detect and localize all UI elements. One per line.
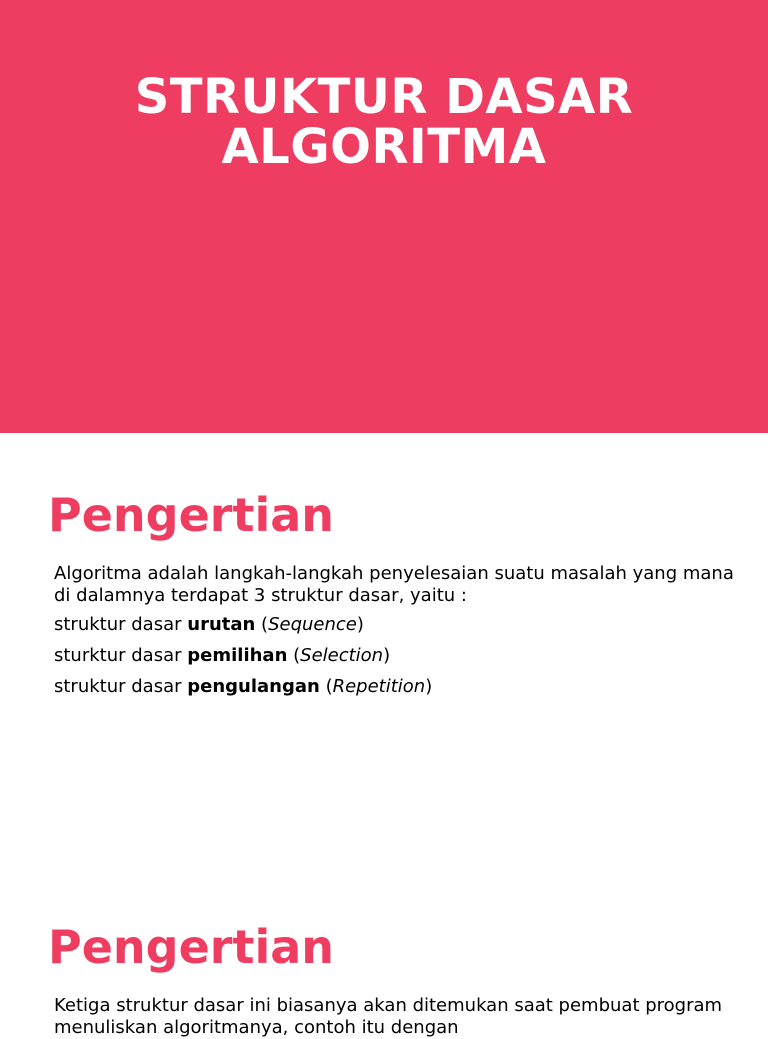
item-prefix: sturktur dasar [54,645,188,666]
list-item-sequence [54,614,364,636]
list-item-selection [54,645,390,667]
item-keyword: pemilihan [187,645,288,666]
item-keyword: pengulangan [187,676,320,697]
title-line-1: STRUKTUR DASAR [134,69,634,125]
list-item-repetition [54,676,432,698]
item-open-paren: ( [255,614,269,635]
item-term: Selection [300,645,384,666]
item-open-paren: ( [319,676,333,697]
presentation-title [0,69,768,175]
item-term: Sequence [268,614,357,635]
title-slide [0,0,768,433]
item-close-paren: ) [356,614,364,635]
item-term: Repetition [332,676,426,697]
item-prefix: struktur dasar [54,676,188,697]
slide-heading: Pengertian [48,488,335,542]
item-close-paren: ) [383,645,391,666]
slide-pengertian-1 [0,433,768,863]
item-close-paren: ) [425,676,433,697]
item-keyword: urutan [187,614,256,635]
slide-intro-text: Algoritma adalah langkah-langkah penyelesaian suatu masalah yang mana di dalamnya terdapat 3 struktur dasar, yaitu : [54,563,734,606]
slide-heading: Pengertian [48,920,335,974]
slide-intro-text: Ketiga struktur dasar ini biasanya akan ditemukan saat pembuat program menuliskan algoritmanya, contoh itu dengan [54,995,723,1038]
slide-pengertian-2 [0,863,768,1038]
item-open-paren: ( [287,645,301,666]
title-line-2: ALGORITMA [221,119,547,175]
item-prefix: struktur dasar [54,614,188,635]
